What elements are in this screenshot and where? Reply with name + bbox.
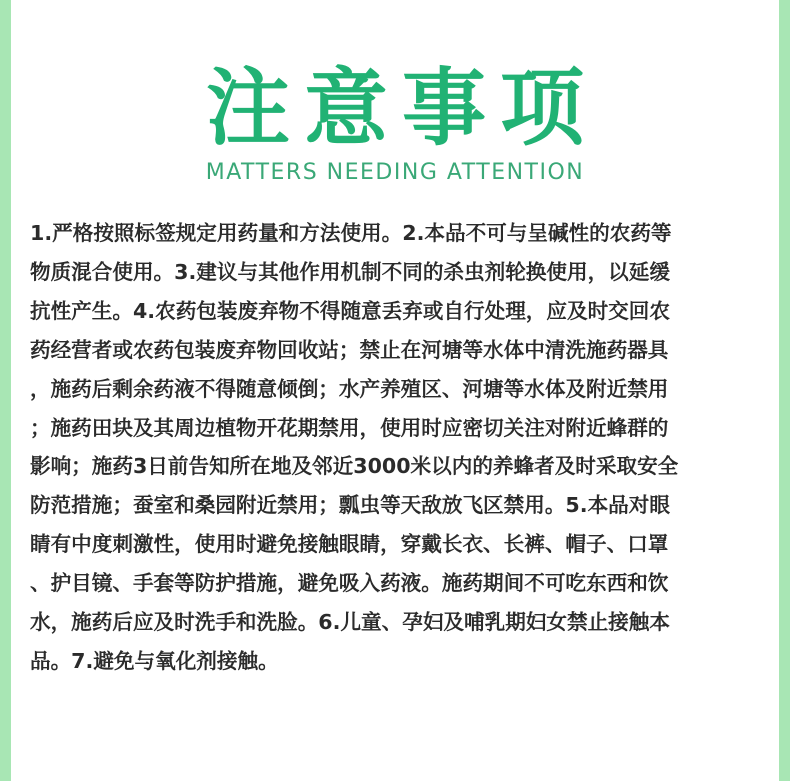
text-line: 水，施药后应及时洗手和洗脸。6.儿童、孕妇及哺乳期妇女禁止接触本	[30, 610, 670, 635]
text-line: 抗性产生。4.农药包装废弃物不得随意丢弃或自行处理，应及时交回农	[30, 298, 670, 323]
text-line: 影响；施药3日前告知所在地及邻近3000米以内的养蜂者及时采取安全	[30, 454, 679, 479]
text-line: 睛有中度刺激性，使用时避免接触眼睛，穿戴长衣、长裤、帽子、口罩	[30, 532, 669, 557]
text-line: 1.严格按照标签规定用药量和方法使用。2.本品不可与呈碱性的农药等	[30, 221, 672, 245]
text-line: 、护目镜、手套等防护措施，避免吸入药液。施药期间不可吃东西和饮	[30, 571, 669, 596]
text-line: 药经营者或农药包装废弃物回收站；禁止在河塘等水体中清洗施药器具	[30, 337, 669, 362]
page-subtitle: MATTERS NEEDING ATTENTION	[205, 160, 585, 185]
precautions-text	[30, 214, 768, 681]
text-line: ，施药后剩余药液不得随意倾倒；水产养殖区、河塘等水体及附近禁用	[30, 376, 669, 401]
page-title: 注意事项	[205, 59, 598, 157]
text-line: 物质混合使用。3.建议与其他作用机制不同的杀虫剂轮换使用，以延缓	[30, 259, 670, 284]
text-line: ；施药田块及其周边植物开花期禁用，使用时应密切关注对附近蜂群的	[30, 415, 669, 440]
text-line: 品。7.避免与氧化剂接触。	[30, 648, 279, 673]
text-line: 防范措施；蚕室和桑园附近禁用；瓢虫等天敌放飞区禁用。5.本品对眼	[30, 493, 670, 518]
